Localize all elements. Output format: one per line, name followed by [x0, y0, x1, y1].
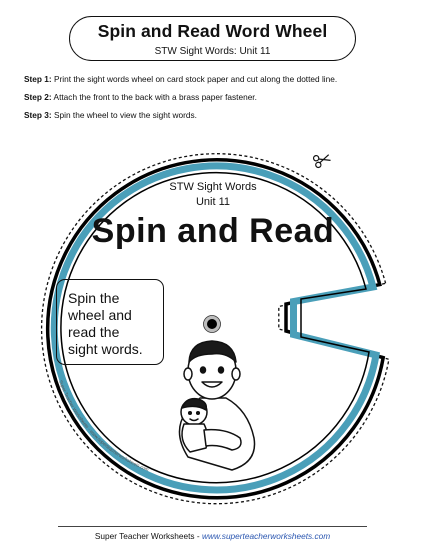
instruction-box	[56, 279, 164, 365]
step-3-label: Step 3:	[24, 110, 52, 120]
character-illustration-icon	[179, 341, 254, 470]
step-2-label: Step 2:	[24, 92, 52, 102]
footer	[58, 531, 367, 541]
scissors-icon	[313, 152, 332, 168]
step-2-text: Attach the front to the back with a brass paper fastener.	[53, 92, 257, 102]
instruction-line-1: Spin the	[68, 290, 120, 306]
step-3-text: Spin the wheel to view the sight words.	[53, 110, 197, 120]
footer-url[interactable]: www.superteacherworksheets.com	[201, 531, 331, 541]
page-subtitle: STW Sight Words: Unit 11	[154, 46, 271, 57]
wheel-title: Spin and Read	[91, 212, 335, 250]
step-1-text: Print the sight words wheel on card stock paper and cut along the dotted line.	[53, 74, 338, 84]
footer-divider	[58, 526, 367, 527]
wheel-subtitle-line-2: Unit 11	[195, 196, 231, 208]
instruction-line-2: wheel and	[68, 307, 132, 323]
wheel-watermark: Super Teacher Worksheets - www.superteacherworksheets.com	[58, 379, 150, 473]
footer-brand: Super Teacher Worksheets	[94, 531, 195, 541]
instruction-line-3: read the	[68, 324, 120, 340]
fastener-hole-icon	[204, 316, 221, 333]
wheel-subtitle-line-1: STW Sight Words	[169, 181, 257, 193]
instruction-line-4: sight words.	[68, 341, 143, 357]
footer-separator: -	[194, 531, 202, 541]
step-1-label: Step 1:	[24, 74, 52, 84]
page-title: Spin and Read Word Wheel	[97, 21, 328, 41]
